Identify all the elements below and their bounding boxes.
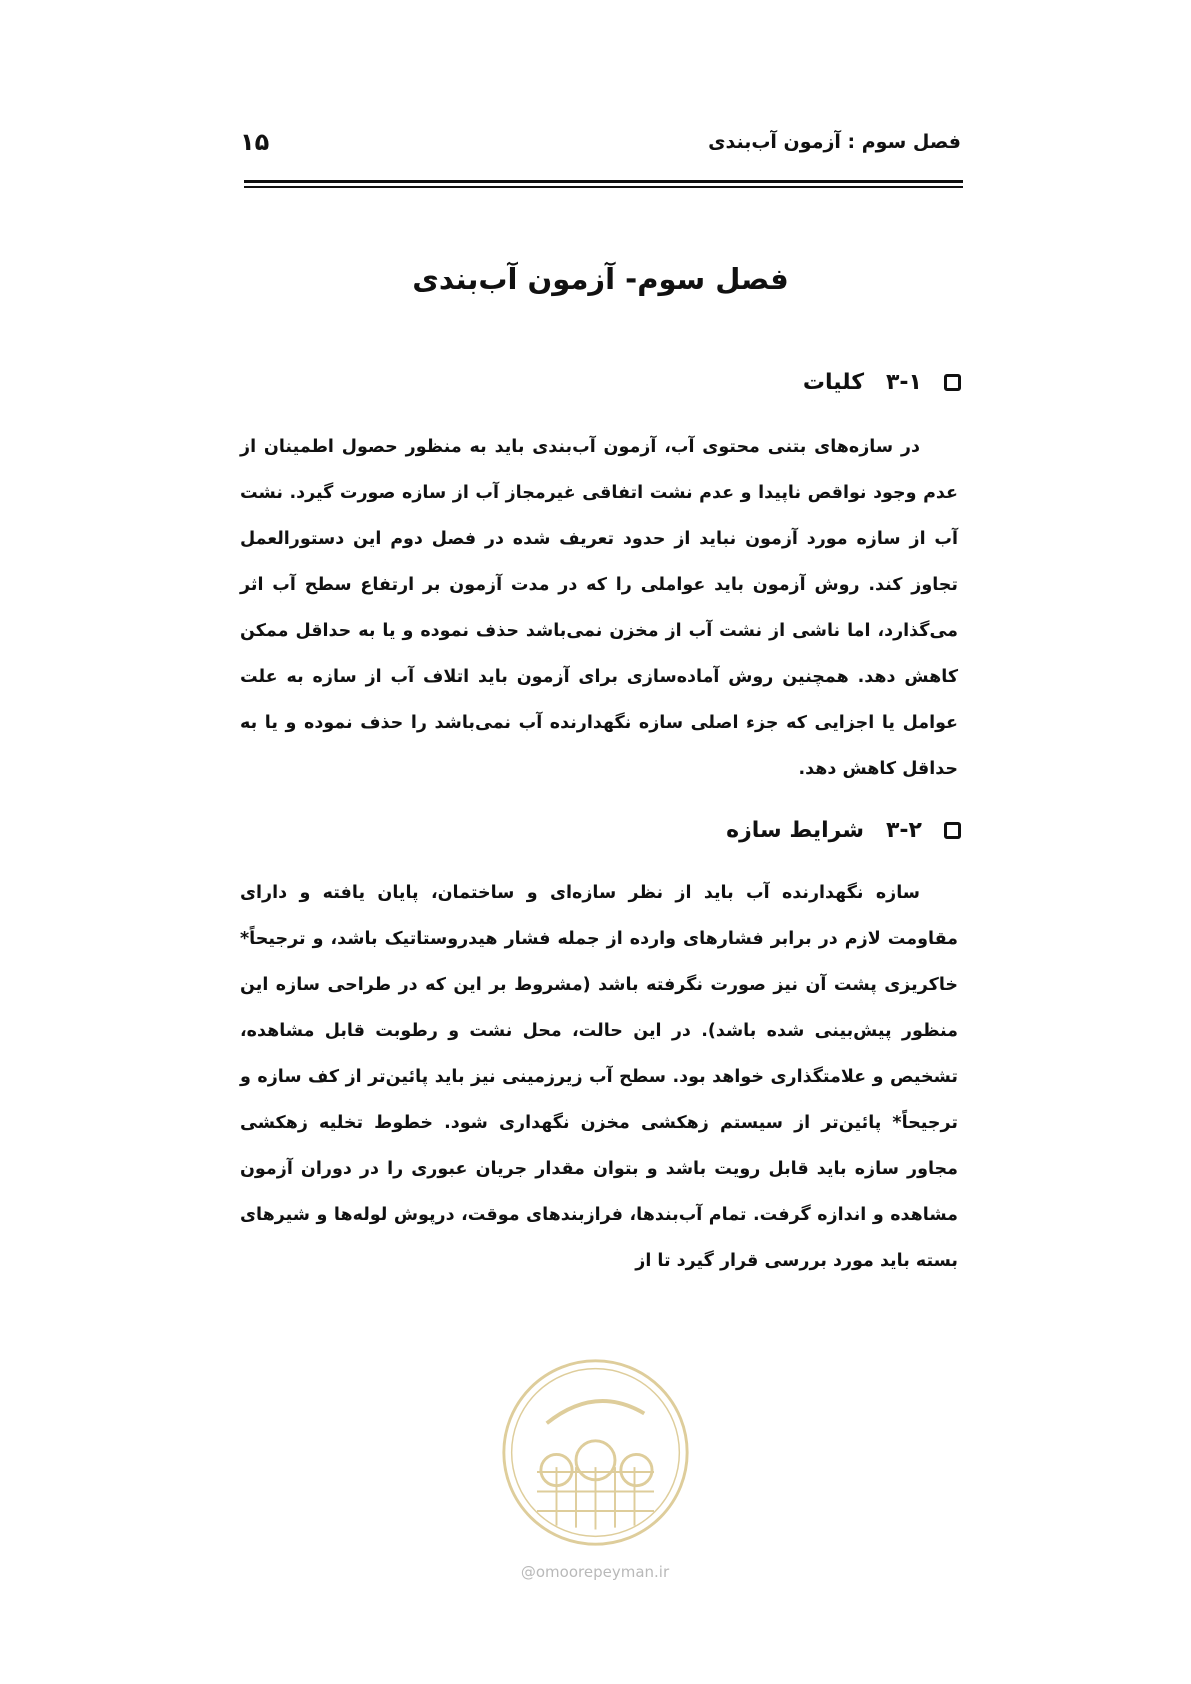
section-number: ۳-۲ <box>886 818 922 843</box>
running-header <box>240 128 961 156</box>
section-number: ۳-۱ <box>886 370 922 395</box>
section-heading-general <box>240 370 961 395</box>
header-rule-thick <box>244 180 963 183</box>
section-title: کلیات <box>802 370 864 395</box>
watermark-seal-logo <box>498 1355 693 1550</box>
section-body-structure-conditions: سازه نگهدارنده آب باید از نظر سازه‌ای و ساختمان، پایان یافته و دارای مقاومت لازم در برابر فشارهای وارده از جمله فشار هیدروستاتیک باشد، و ترجیحاً* خاکریزی پشت آن نیز صورت نگرفته باشد (مشروط بر این که در طراحی سازه این منظور پیش‌بینی شده باشد). در این حالت، محل نشت و رطوبت قابل مشاهده، تشخیص و علامتگذاری خواهد بود. سطح آب زیرزمینی نیز باید پائین‌تر از کف سازه و ترجیحاً* پائین‌تر از سیستم زهکشی مخزن نگهداری شود. خطوط تخلیه زهکشی مجاور سازه باید قابل رویت باشد و بتوان مقدار جریان عبوری را در دوران آزمون مشاهده و اندازه گرفت. تمام آب‌بندها، فرازبندهای موقت، درپوش لوله‌ها و شیرهای بسته باید مورد بررسی قرار گیرد تا از <box>240 883 958 1271</box>
section-body-general: در سازه‌های بتنی محتوی آب، آزمون آب‌بندی باید به منظور حصول اطمینان از عدم وجود نواقص ناپیدا و عدم نشت اتفاقی غیرمجاز آب از سازه صورت گیرد. نشت آب از سازه مورد آزمون نباید از حدود تعریف شده در فصل دوم این دستورالعمل تجاوز کند. روش آزمون باید عواملی را که در مدت آزمون بر ارتفاع سطح آب اثر می‌گذارد، اما ناشی از نشت آب از مخزن نمی‌باشد حذف نموده و یا به حداقل ممکن کاهش دهد. همچنین روش آماده‌سازی برای آزمون باید اتلاف آب از سازه به علت عوامل یا اجزایی که جزء اصلی سازه نگهدارنده آب نمی‌باشد را حذف نموده و یا به حداقل کاهش دهد. <box>240 437 958 779</box>
checkbox-square-icon <box>944 374 961 391</box>
section-heading-structure-conditions <box>240 818 961 843</box>
page-number: ۱۵ <box>240 128 270 156</box>
header-rule-thin <box>244 186 963 188</box>
section-title: شرایط سازه <box>726 818 864 843</box>
checkbox-square-icon <box>944 822 961 839</box>
running-title: فصل سوم : آزمون آب‌بندی <box>708 131 961 153</box>
chapter-title: فصل سوم- آزمون آب‌بندی <box>412 262 789 296</box>
watermark-url: @omoorepeyman.ir <box>520 1563 670 1581</box>
